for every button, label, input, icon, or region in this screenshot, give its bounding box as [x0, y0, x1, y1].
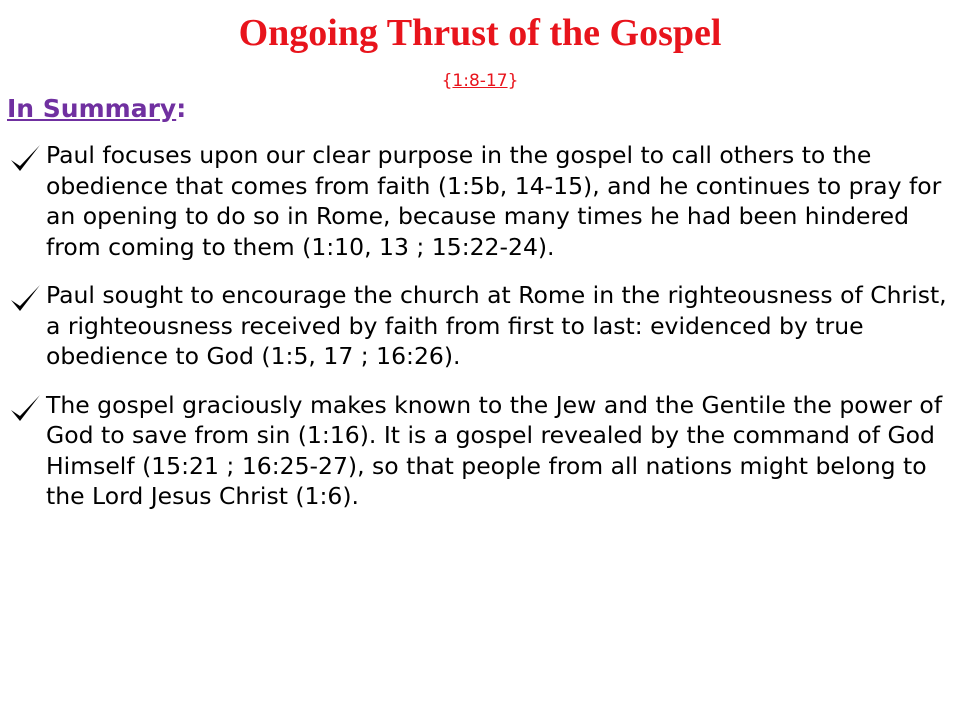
- section-heading-colon: :: [176, 94, 187, 123]
- bullet-text: Paul focuses upon our clear purpose in the gospel to call others to the obedience that comes from faith (1:5b, 14-15), and he continues to pray for an opening to do so in Rome, because many times he had been hindered from coming to them (1:10, 13 ; 15:22-24).: [46, 141, 942, 261]
- bullet-item: [7, 390, 957, 512]
- checkmark-icon: [7, 281, 43, 317]
- bullet-text: The gospel graciously makes known to the Jew and the Gentile the power of God to save from sin (1:16). It is a gospel revealed by the command of God Himself (15:21 ; 16:25-27), so that people from all nations might belong to the Lord Jesus Christ (1:6).: [46, 390, 943, 510]
- reference-close-brace: }: [507, 71, 519, 91]
- checkmark-icon: [7, 391, 43, 427]
- reference-link[interactable]: 1:8-17: [452, 71, 508, 91]
- section-heading: [7, 92, 186, 126]
- section-heading-label: In Summary: [7, 94, 177, 123]
- bullet-item: [7, 140, 957, 262]
- scripture-reference: [0, 68, 960, 94]
- checkmark-icon: [7, 141, 43, 177]
- summary-bullet-list: [7, 140, 957, 530]
- reference-open-brace: {: [441, 71, 453, 91]
- bullet-item: [7, 280, 957, 372]
- slide-title: Ongoing Thrust of the Gospel: [238, 12, 722, 54]
- bullet-text: Paul sought to encourage the church at Rome in the righteousness of Christ, a righteousness received by faith from first to last: evidenced by true obedience to God (1:5, 17 ; 16:26).: [46, 281, 947, 370]
